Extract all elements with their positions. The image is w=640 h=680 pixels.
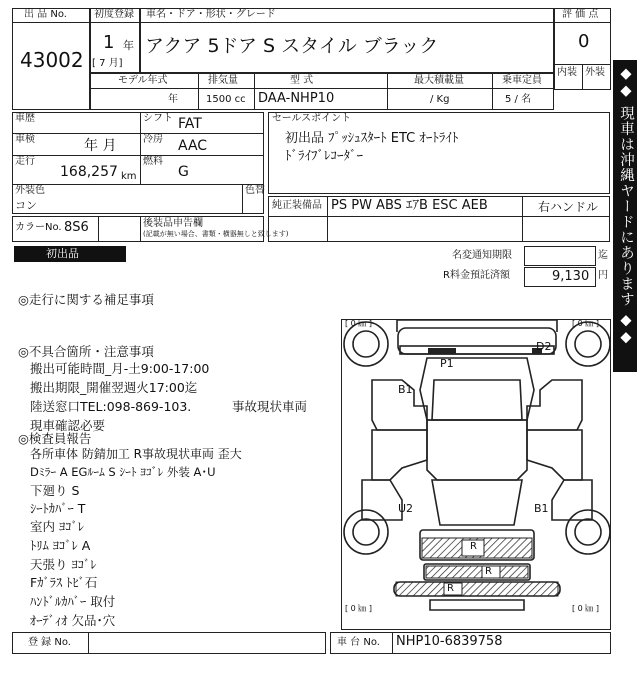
first-listing-text: 初出品 (46, 247, 79, 260)
location-banner-text: ◆◆ 現車は沖縄ヤードにあります ◆◆ (618, 66, 634, 347)
lot-number: 43002 (20, 48, 84, 72)
diagram-corner-tl: [ 0 ㎞ ] (345, 319, 372, 328)
mark-r2: R (485, 566, 492, 577)
mark-u2: U2 (398, 502, 414, 515)
mark-r1: R (470, 541, 477, 552)
mileage-unit: km (121, 171, 137, 182)
note-line-b-6: 天張り ﾖｺﾞﾚ (30, 557, 97, 572)
score-value: 0 (578, 31, 590, 52)
interior-label: 内装 (557, 67, 577, 78)
lot-label: 出 品 No. (24, 9, 67, 20)
fuel-value: G (178, 164, 189, 180)
defects-header: ◎不具合箇所・注意事項 (18, 344, 154, 359)
model-value: DAA-NHP10 (258, 91, 335, 106)
fuel-label: 燃料 (143, 156, 163, 167)
color-no-value: 8S6 (64, 220, 89, 235)
inspector-header: ◎検査員報告 (18, 431, 92, 446)
capacity-label: 乗車定員 (502, 75, 542, 86)
note-line-b-2: 下廻り S (30, 483, 80, 498)
note-line-a-0: 搬出可能時間_月-土9:00-17:00 (30, 361, 210, 376)
mileage-label: 走行 (15, 156, 35, 167)
title-deadline-box (524, 246, 596, 266)
equipment-value: PS PW ABS ｴｱB ESC AEB (331, 198, 488, 213)
mark-r3: R (447, 583, 454, 594)
month-value: [ 7 月] (92, 58, 123, 69)
displacement-label: 排気量 (208, 75, 238, 86)
recycle-value: 9,130 (552, 269, 590, 284)
color-row (12, 184, 264, 214)
capacity-value: 5 / 名 (505, 94, 532, 105)
wheel-rear-right (566, 510, 610, 554)
note-line-a-1: 搬出期限_開催翌週火17:00迄 (30, 380, 198, 395)
model-year-unit: 年 (168, 94, 178, 105)
history-label: 車歴 (15, 113, 35, 124)
ext-color-value: コン (15, 199, 37, 212)
car-diagram-box (341, 319, 611, 630)
ac-label: 冷房 (143, 134, 163, 145)
note-line-b-5: ﾄﾘﾑ ﾖｺﾞﾚ A (30, 538, 91, 553)
vehicle-label: 車名・ドア・形状・グレード (146, 9, 276, 20)
note-line-a-2: 陸送窓口TEL:098-869-103. (30, 399, 192, 414)
vehicle-name: アクア 5ドア S スタイル ブラック (145, 35, 439, 57)
mileage-value: 168,257 (60, 164, 118, 180)
chassis-value: NHP10-6839758 (396, 634, 503, 649)
sales-line-1: 初出品 ﾌﾟｯｼｭｽﾀｰﾄ ETC ｵｰﾄﾗｲﾄ (285, 131, 459, 146)
shift-label: シフト (143, 113, 173, 124)
sales-line-2: ﾄﾞﾗｲﾌﾞﾚｺｰﾀﾞｰ (285, 149, 363, 164)
model-year-label: モデル年式 (118, 75, 168, 86)
note-line-b-8: ﾊﾝﾄﾞﾙｶﾊﾞｰ 取付 (30, 594, 116, 609)
recycle-label: R料金預託済額 (443, 270, 510, 281)
aftermarket-note: (記載が無い場合、書類・横器無しと致します) (143, 230, 289, 238)
note-line-b-1: Dﾐﾗｰ A EGﾙｰﾑ S ｼｰﾄ ﾖｺﾞﾚ 外装 A･U (30, 465, 216, 479)
sales-point-label: セールスポイント (272, 113, 352, 124)
title-deadline-label: 名変通知期限 (452, 250, 512, 261)
color-change-label: 色替 (245, 185, 265, 196)
diagram-corner-bl: [ 0 ㎞ ] (345, 604, 372, 613)
damage-rear-lower (396, 582, 558, 596)
ext-color-label: 外装色 (15, 185, 45, 196)
first-reg-label: 初度登録 (94, 9, 134, 20)
note-line-a-3: 現車確認必要 (30, 418, 106, 433)
color-no-label: カラーNo. (15, 222, 62, 233)
accident-text: 事故現状車両 (232, 399, 308, 414)
wheel-rear-left (344, 510, 388, 554)
car-diagram (342, 320, 612, 631)
mark-b1-left: B1 (398, 383, 413, 396)
model-label: 型 式 (290, 75, 314, 86)
inspection-value: 年 月 (84, 138, 117, 154)
diagram-corner-br: [ 0 ㎞ ] (572, 604, 599, 613)
registration-label: 登 録 No. (28, 637, 71, 648)
note-line-b-0: 各所車体 防錆加工 R事故現状車両 歪大 (30, 447, 242, 461)
max-load-label: 最大積載量 (414, 75, 464, 86)
aftermarket-label: 後装品申告欄 (143, 218, 203, 229)
year-value: 1 (103, 32, 115, 53)
note-line-b-9: ｵｰﾃﾞｨｵ 欠品･穴 (30, 613, 116, 628)
mark-p1: P1 (440, 357, 454, 370)
note-line-b-7: Fｶﾞﾗｽ ﾄﾋﾞ石 (30, 575, 98, 590)
damage-rear-bumper (426, 566, 528, 578)
handle-value: 右ハンドル (538, 200, 599, 214)
score-label: 評 価 点 (562, 9, 599, 20)
note-line-b-4: 室内 ﾖｺﾞﾚ (30, 519, 84, 534)
equipment-label: 純正装備品 (272, 200, 322, 211)
ac-value: AAC (178, 138, 208, 154)
title-deadline-unit: 迄 (598, 250, 608, 261)
inspection-label: 車検 (15, 134, 35, 145)
note-line-b-3: ｼｰﾄｶﾊﾞｰ T (30, 501, 86, 516)
diagram-corner-tr: [ 0 ㎞ ] (572, 319, 599, 328)
driving-header: ◎走行に関する補足事項 (18, 292, 154, 307)
year-unit: 年 (123, 39, 134, 52)
recycle-unit: 円 (598, 270, 608, 281)
displacement-value: 1500 cc (206, 94, 246, 105)
max-load-value: / Kg (430, 94, 450, 105)
shift-value: FAT (178, 116, 202, 132)
chassis-label: 車 台 No. (337, 637, 380, 648)
exterior-label: 外装 (585, 67, 605, 78)
mark-b1-right: B1 (534, 502, 549, 515)
mark-d2: D2 (536, 340, 552, 353)
